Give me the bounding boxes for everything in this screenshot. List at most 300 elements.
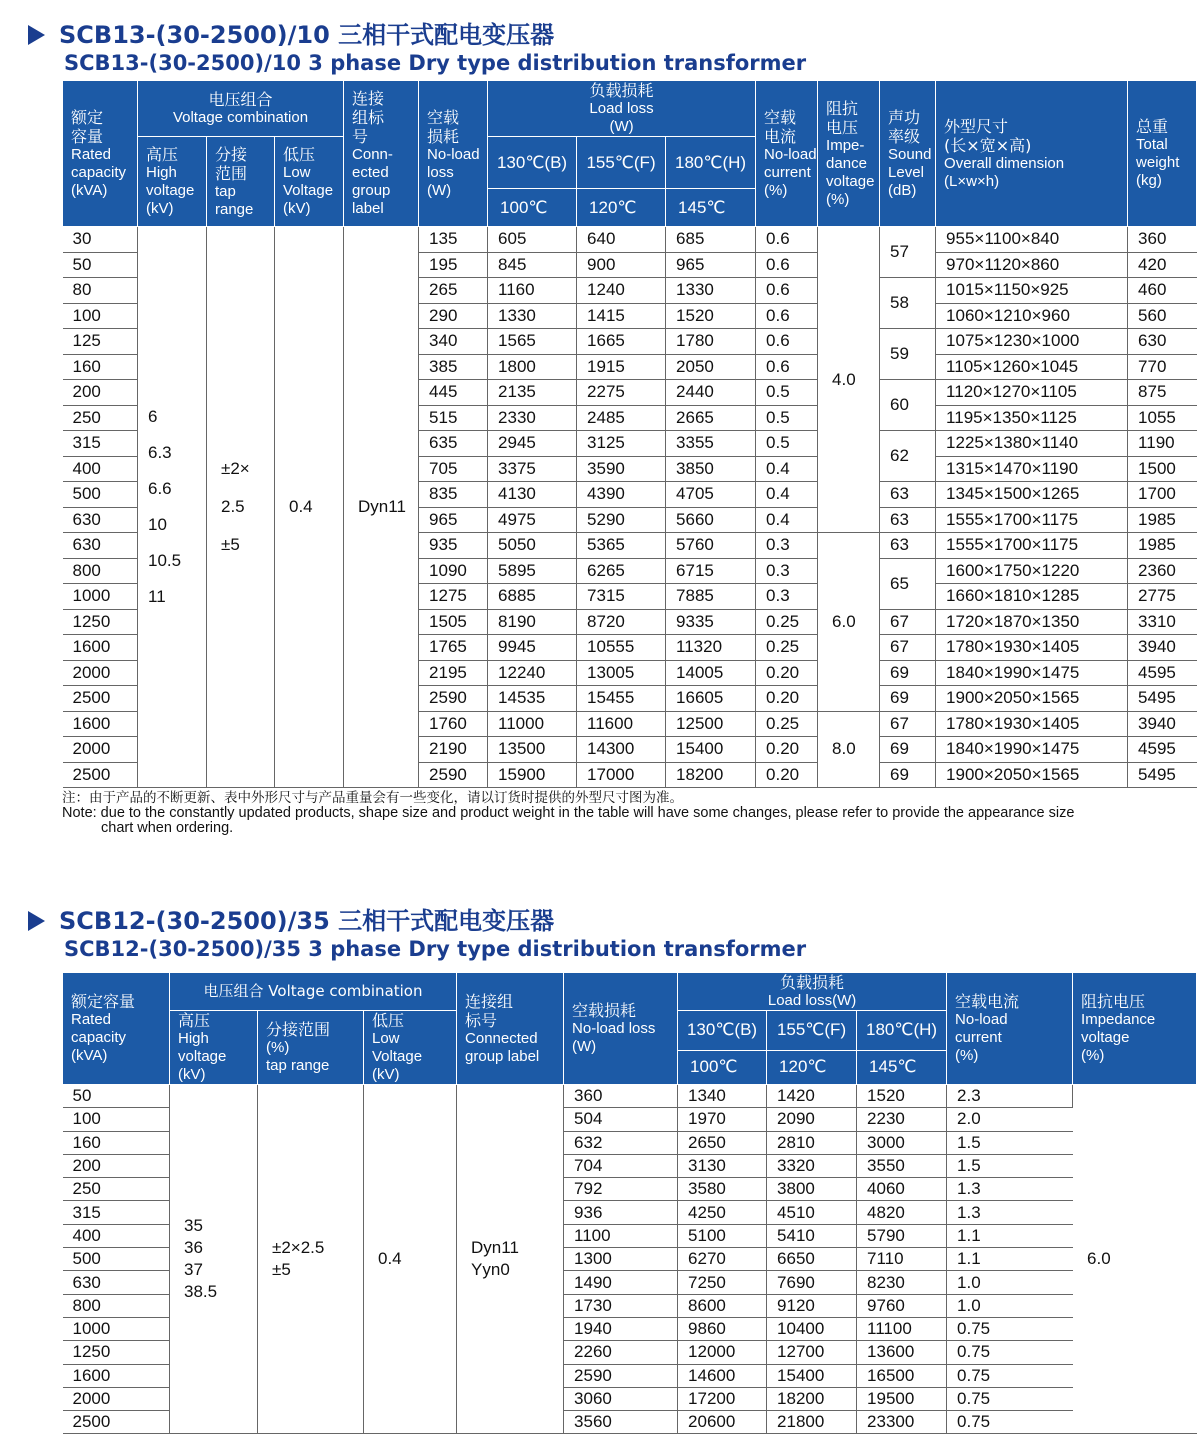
noload-current-cell: 0.75	[947, 1411, 1073, 1434]
header-line: 低压	[283, 145, 316, 164]
load-loss-130-cell: 5050	[488, 533, 577, 559]
sound-level-cell: 58	[880, 278, 936, 329]
header-line: 电流	[764, 126, 797, 146]
header2-temp-145: 145℃	[857, 1050, 947, 1084]
sound-level-cell: 67	[880, 609, 936, 635]
low-voltage-cell: 0.4	[364, 1085, 457, 1434]
header-line: (W)	[572, 1038, 597, 1055]
rated-capacity-cell: 160	[63, 1131, 170, 1154]
noload-loss-cell: 2590	[419, 686, 488, 712]
high-voltage-value: 10	[148, 515, 167, 534]
header-line: 额定容量	[71, 992, 136, 1011]
header-temp-180: 180℃(H)	[666, 137, 756, 189]
noload-current-cell: 0.20	[756, 660, 818, 686]
load-loss-180-cell: 1780	[666, 329, 756, 355]
load-loss-155-cell: 15400	[767, 1364, 857, 1387]
load-loss-180-cell: 1520	[857, 1085, 947, 1108]
sound-level-cell: 59	[880, 329, 936, 380]
load-loss-130-cell: 3375	[488, 456, 577, 482]
header-line: Load loss	[589, 100, 654, 117]
noload-current-cell: 2.0	[947, 1108, 1073, 1131]
rated-capacity-cell: 630	[63, 533, 138, 559]
noload-loss-cell: 2590	[419, 762, 488, 788]
rated-capacity-cell: 1600	[63, 711, 138, 737]
total-weight-cell: 770	[1128, 354, 1197, 380]
load-loss-155-cell: 7690	[767, 1271, 857, 1294]
rated-capacity-cell: 2000	[63, 1387, 170, 1410]
header-line: 容量	[71, 126, 104, 146]
low-voltage-cell: 0.4	[275, 227, 344, 788]
header-noload-loss	[419, 81, 488, 227]
noload-current-cell: 0.75	[947, 1341, 1073, 1364]
load-loss-180-cell: 3850	[666, 456, 756, 482]
sound-level-cell: 62	[880, 431, 936, 482]
noload-current-cell: 1.5	[947, 1131, 1073, 1154]
noload-loss-cell: 1940	[564, 1317, 678, 1340]
header-line: Conn-	[352, 146, 393, 163]
dimension-cell: 1660×1810×1285	[936, 584, 1128, 610]
noload-loss-cell: 1730	[564, 1294, 678, 1317]
rated-capacity-cell: 100	[63, 303, 138, 329]
header2-temp-100: 100℃	[678, 1050, 767, 1084]
connected-group-cell	[457, 1085, 564, 1434]
header-line: 高压	[178, 1011, 211, 1030]
header-line: current	[764, 163, 811, 181]
load-loss-130-cell: 12240	[488, 660, 577, 686]
dimension-cell: 1600×1750×1220	[936, 558, 1128, 584]
header-line: No-load	[764, 145, 817, 163]
sound-level-cell: 60	[880, 380, 936, 431]
header-temp-155: 155℃(F)	[577, 137, 666, 189]
total-weight-cell: 4595	[1128, 660, 1197, 686]
total-weight-cell: 1700	[1128, 482, 1197, 508]
load-loss-130-cell: 5100	[678, 1224, 767, 1247]
load-loss-155-cell: 1665	[577, 329, 666, 355]
sound-level-cell: 67	[880, 711, 936, 737]
header-line: (%)	[764, 181, 788, 199]
total-weight-cell: 460	[1128, 278, 1197, 304]
header-line: Low	[372, 1030, 400, 1047]
section1-note	[62, 791, 1192, 836]
load-loss-130-cell: 11000	[488, 711, 577, 737]
header2-low-voltage	[364, 1011, 457, 1085]
load-loss-155-cell: 10555	[577, 635, 666, 661]
noload-current-cell: 0.4	[756, 507, 818, 533]
scb12-table-body	[63, 1085, 1197, 1434]
high-voltage-value: 6.6	[148, 479, 172, 498]
note-en-continued: chart when ordering.	[101, 820, 234, 836]
load-loss-180-cell: 23300	[857, 1411, 947, 1434]
noload-current-cell: 0.6	[756, 329, 818, 355]
header-line: (%)	[955, 1047, 979, 1064]
load-loss-180-cell: 15400	[666, 737, 756, 763]
load-loss-155-cell: 18200	[767, 1387, 857, 1410]
high-voltage-value: 35	[184, 1216, 203, 1236]
dimension-cell: 1060×1210×960	[936, 303, 1128, 329]
load-loss-180-cell: 19500	[857, 1387, 947, 1410]
rated-capacity-cell: 2000	[63, 737, 138, 763]
load-loss-180-cell: 7110	[857, 1248, 947, 1271]
dimension-cell: 955×1100×840	[936, 227, 1128, 253]
note-cn: 注：由于产品的不断更新、表中外形尺寸与产品重量会有一些变化，请以订货时提供的外型尺寸图为准。	[62, 790, 683, 806]
load-loss-130-cell: 8190	[488, 609, 577, 635]
total-weight-cell: 560	[1128, 303, 1197, 329]
header-line: range	[215, 200, 254, 218]
noload-current-cell: 0.6	[756, 303, 818, 329]
noload-loss-cell: 290	[419, 303, 488, 329]
sound-level-cell: 67	[880, 635, 936, 661]
header2-temp-155: 155℃(F)	[767, 1011, 857, 1051]
noload-current-cell: 0.20	[756, 737, 818, 763]
load-loss-155-cell: 15455	[577, 686, 666, 712]
noload-current-cell: 0.6	[756, 354, 818, 380]
rated-capacity-cell: 630	[63, 507, 138, 533]
triangle-bullet-icon	[28, 911, 45, 931]
total-weight-cell: 1985	[1128, 533, 1197, 559]
noload-loss-cell: 2590	[564, 1364, 678, 1387]
dimension-cell: 1120×1270×1105	[936, 380, 1128, 406]
header-line: 总重	[1136, 117, 1169, 136]
header-line: current	[955, 1029, 1002, 1046]
load-loss-130-cell: 9860	[678, 1317, 767, 1340]
noload-current-cell: 0.6	[756, 227, 818, 253]
load-loss-130-cell: 1970	[678, 1108, 767, 1131]
header-line: 低压	[372, 1011, 405, 1030]
noload-current-cell: 0.25	[756, 609, 818, 635]
tap-range-value: ±5	[272, 1260, 291, 1280]
header-line: loss	[427, 163, 454, 181]
header2-temp-120: 120℃	[767, 1050, 857, 1084]
header-line: Voltage combination	[172, 109, 309, 126]
header-line: 负载损耗	[780, 973, 845, 992]
rated-capacity-cell: 1250	[63, 1341, 170, 1364]
rated-capacity-cell: 2500	[63, 686, 138, 712]
noload-loss-cell: 704	[564, 1154, 678, 1177]
load-loss-180-cell: 3550	[857, 1154, 947, 1177]
header-line: 空载电流	[955, 992, 1020, 1011]
load-loss-130-cell: 2330	[488, 405, 577, 431]
tap-range-cell	[207, 227, 275, 788]
header-line: (dB)	[888, 181, 917, 199]
header-line: 率级	[888, 126, 921, 146]
load-loss-155-cell: 17000	[577, 762, 666, 788]
header-line: Voltage	[283, 182, 334, 199]
dimension-cell: 1555×1700×1175	[936, 533, 1128, 559]
header-line: (kV)	[146, 200, 174, 217]
noload-loss-cell: 445	[419, 380, 488, 406]
noload-loss-cell: 515	[419, 405, 488, 431]
load-loss-155-cell: 2485	[577, 405, 666, 431]
noload-loss-cell: 965	[419, 507, 488, 533]
load-loss-155-cell: 900	[577, 252, 666, 278]
load-loss-130-cell: 7250	[678, 1271, 767, 1294]
load-loss-155-cell: 2275	[577, 380, 666, 406]
load-loss-180-cell: 9335	[666, 609, 756, 635]
dimension-cell: 1780×1930×1405	[936, 635, 1128, 661]
noload-loss-cell: 1275	[419, 584, 488, 610]
total-weight-cell: 5495	[1128, 686, 1197, 712]
header-line: voltage	[826, 172, 875, 190]
header2-tap-range	[258, 1011, 364, 1085]
header-rated-capacity	[63, 81, 138, 227]
load-loss-180-cell: 8230	[857, 1271, 947, 1294]
load-loss-155-cell: 5290	[577, 507, 666, 533]
load-loss-180-cell: 4820	[857, 1201, 947, 1224]
load-loss-130-cell: 4250	[678, 1201, 767, 1224]
header-sound-level	[880, 81, 936, 227]
noload-loss-cell: 3060	[564, 1387, 678, 1410]
noload-current-cell: 0.5	[756, 380, 818, 406]
table-row	[63, 227, 1197, 253]
header-line: 损耗	[427, 126, 460, 146]
noload-current-cell: 1.5	[947, 1154, 1073, 1177]
rated-capacity-cell: 200	[63, 1154, 170, 1177]
load-loss-155-cell: 10400	[767, 1317, 857, 1340]
rated-capacity-cell: 500	[63, 1248, 170, 1271]
rated-capacity-cell: 2500	[63, 762, 138, 788]
rated-capacity-cell: 50	[63, 1085, 170, 1108]
load-loss-180-cell: 5660	[666, 507, 756, 533]
connected-group-value: Dyn11	[471, 1238, 519, 1258]
load-loss-155-cell: 1420	[767, 1085, 857, 1108]
high-voltage-value: 10.5	[148, 551, 182, 570]
load-loss-130-cell: 3580	[678, 1178, 767, 1201]
noload-loss-cell: 1490	[564, 1271, 678, 1294]
noload-loss-cell: 705	[419, 456, 488, 482]
header-load-loss	[488, 81, 756, 137]
load-loss-130-cell: 6885	[488, 584, 577, 610]
header-line: 范围	[215, 163, 248, 183]
header-line: Sound	[888, 145, 932, 163]
load-loss-180-cell: 16605	[666, 686, 756, 712]
impedance-cell: 6.0	[818, 533, 880, 712]
load-loss-130-cell: 14535	[488, 686, 577, 712]
header-line: tap	[215, 182, 236, 200]
load-loss-180-cell: 3000	[857, 1131, 947, 1154]
section2-title-cn: SCB12-(30-2500)/35 三相干式配电变压器	[59, 907, 555, 935]
header-line: Total	[1136, 136, 1168, 153]
header-line: Low	[283, 164, 311, 181]
noload-loss-cell: 632	[564, 1131, 678, 1154]
dimension-cell: 1780×1930×1405	[936, 711, 1128, 737]
header-line: 阻抗	[826, 98, 859, 118]
load-loss-180-cell: 685	[666, 227, 756, 253]
header-overall-dimension	[936, 81, 1128, 227]
load-loss-130-cell: 17200	[678, 1387, 767, 1410]
dimension-cell: 1315×1470×1190	[936, 456, 1128, 482]
rated-capacity-cell: 2000	[63, 660, 138, 686]
load-loss-130-cell: 5895	[488, 558, 577, 584]
rated-capacity-cell: 125	[63, 329, 138, 355]
load-loss-180-cell: 2440	[666, 380, 756, 406]
load-loss-180-cell: 11320	[666, 635, 756, 661]
load-loss-130-cell: 9945	[488, 635, 577, 661]
dimension-cell: 1015×1150×925	[936, 278, 1128, 304]
load-loss-180-cell: 4705	[666, 482, 756, 508]
header-line: 阻抗电压	[1081, 992, 1146, 1011]
connected-group-value: Yyn0	[471, 1260, 510, 1280]
header-voltage-combination	[138, 81, 344, 137]
noload-loss-cell: 360	[564, 1085, 678, 1108]
load-loss-130-cell: 1330	[488, 303, 577, 329]
rated-capacity-cell: 400	[63, 1224, 170, 1247]
dimension-cell: 1900×2050×1565	[936, 762, 1128, 788]
noload-current-cell: 0.3	[756, 558, 818, 584]
rated-capacity-cell: 500	[63, 482, 138, 508]
header-line: No-load	[955, 1011, 1008, 1028]
noload-current-cell: 0.3	[756, 584, 818, 610]
header2-noload-current	[947, 973, 1073, 1085]
load-loss-180-cell: 2050	[666, 354, 756, 380]
header-line: 连接组	[465, 991, 514, 1011]
total-weight-cell: 2775	[1128, 584, 1197, 610]
header-impedance-voltage	[818, 81, 880, 227]
header-line: Rated	[71, 1011, 112, 1028]
load-loss-180-cell: 16500	[857, 1364, 947, 1387]
note-en: Note: due to the constantly updated products, shape size and product weight in the table will have some changes, please refer to provide the appearance size	[62, 805, 1075, 821]
noload-loss-cell: 1100	[564, 1224, 678, 1247]
load-loss-155-cell: 3800	[767, 1178, 857, 1201]
noload-current-cell: 0.75	[947, 1364, 1073, 1387]
total-weight-cell: 5495	[1128, 762, 1197, 788]
load-loss-130-cell: 2650	[678, 1131, 767, 1154]
header-temp-100: 100℃	[488, 189, 577, 227]
load-loss-180-cell: 5790	[857, 1224, 947, 1247]
noload-loss-cell: 2260	[564, 1341, 678, 1364]
header-line: (%)	[266, 1039, 290, 1056]
header-line: dance	[826, 154, 867, 172]
rated-capacity-cell: 2500	[63, 1411, 170, 1434]
noload-loss-cell: 1505	[419, 609, 488, 635]
noload-current-cell: 2.3	[947, 1085, 1073, 1108]
high-voltage-value: 6	[148, 407, 158, 426]
load-loss-180-cell: 2230	[857, 1108, 947, 1131]
total-weight-cell: 630	[1128, 329, 1197, 355]
noload-current-cell: 0.25	[756, 635, 818, 661]
load-loss-180-cell: 965	[666, 252, 756, 278]
scb12-spec-table	[62, 972, 1197, 1434]
header-line: 声功	[888, 107, 921, 127]
header-line: 负载损耗	[589, 81, 654, 100]
rated-capacity-cell: 1000	[63, 584, 138, 610]
noload-loss-cell: 195	[419, 252, 488, 278]
dimension-cell: 1720×1870×1350	[936, 609, 1128, 635]
load-loss-155-cell: 3320	[767, 1154, 857, 1177]
noload-current-cell: 0.20	[756, 762, 818, 788]
sound-level-cell: 63	[880, 533, 936, 559]
noload-loss-cell: 2190	[419, 737, 488, 763]
noload-current-cell: 0.6	[756, 252, 818, 278]
tap-range-value: ±2×2.5	[272, 1238, 325, 1258]
load-loss-180-cell: 9760	[857, 1294, 947, 1317]
noload-current-cell: 0.20	[756, 686, 818, 712]
load-loss-155-cell: 4510	[767, 1201, 857, 1224]
load-loss-130-cell: 845	[488, 252, 577, 278]
header2-noload-loss	[564, 973, 678, 1085]
dimension-cell: 1555×1700×1175	[936, 507, 1128, 533]
load-loss-155-cell: 5365	[577, 533, 666, 559]
header-temp-120: 120℃	[577, 189, 666, 227]
load-loss-130-cell: 13500	[488, 737, 577, 763]
load-loss-130-cell: 6270	[678, 1248, 767, 1271]
header2-temp-130: 130℃(B)	[678, 1011, 767, 1051]
noload-loss-cell: 504	[564, 1108, 678, 1131]
load-loss-155-cell: 21800	[767, 1411, 857, 1434]
header-line: (W)	[609, 118, 634, 135]
sound-level-cell: 69	[880, 686, 936, 712]
load-loss-180-cell: 2665	[666, 405, 756, 431]
header-line: (kg)	[1136, 172, 1162, 189]
noload-current-cell: 0.4	[756, 482, 818, 508]
header-low-voltage	[275, 137, 344, 227]
header-tap-range	[207, 137, 275, 227]
header-line: tap range	[266, 1057, 330, 1074]
header-line: 电压	[826, 117, 859, 137]
header2-temp-180: 180℃(H)	[857, 1011, 947, 1051]
rated-capacity-cell: 80	[63, 278, 138, 304]
total-weight-cell: 3940	[1128, 711, 1197, 737]
header-line: (L×w×h)	[944, 172, 1000, 190]
noload-current-cell: 1.1	[947, 1248, 1073, 1271]
header-line: Voltage	[372, 1048, 423, 1065]
total-weight-cell: 4595	[1128, 737, 1197, 763]
header-total-weight	[1128, 81, 1197, 227]
header-line: label	[352, 200, 384, 217]
header-line: 额定	[71, 107, 104, 127]
total-weight-cell: 1190	[1128, 431, 1197, 457]
total-weight-cell: 2360	[1128, 558, 1197, 584]
noload-loss-cell: 936	[564, 1201, 678, 1224]
rated-capacity-cell: 50	[63, 252, 138, 278]
load-loss-130-cell: 605	[488, 227, 577, 253]
impedance-cell: 8.0	[818, 711, 880, 788]
dimension-cell: 1225×1380×1140	[936, 431, 1128, 457]
high-voltage-value: 36	[184, 1238, 203, 1258]
load-loss-130-cell: 2945	[488, 431, 577, 457]
load-loss-180-cell: 14005	[666, 660, 756, 686]
tap-range-cell	[258, 1085, 364, 1434]
header-line: ected	[352, 164, 389, 181]
noload-current-cell: 1.0	[947, 1271, 1073, 1294]
high-voltage-cell	[138, 227, 207, 788]
load-loss-155-cell: 5410	[767, 1224, 857, 1247]
total-weight-cell: 3310	[1128, 609, 1197, 635]
scb13-spec-table	[62, 80, 1197, 788]
header-line: (kVA)	[71, 181, 108, 199]
load-loss-130-cell: 1565	[488, 329, 577, 355]
load-loss-155-cell: 7315	[577, 584, 666, 610]
load-loss-130-cell: 12000	[678, 1341, 767, 1364]
load-loss-130-cell: 3130	[678, 1154, 767, 1177]
header-line: (kV)	[283, 200, 311, 217]
sound-level-cell: 69	[880, 660, 936, 686]
header-line: 空载	[764, 107, 797, 127]
rated-capacity-cell: 630	[63, 1271, 170, 1294]
load-loss-155-cell: 1240	[577, 278, 666, 304]
load-loss-180-cell: 13600	[857, 1341, 947, 1364]
header-line: Load loss(W)	[767, 992, 857, 1009]
header-line: capacity	[71, 1029, 127, 1046]
header-line: voltage	[178, 1048, 227, 1065]
noload-current-cell: 1.1	[947, 1224, 1073, 1247]
load-loss-155-cell: 2090	[767, 1108, 857, 1131]
impedance-cell: 6.0	[1073, 1085, 1197, 1434]
noload-loss-cell: 835	[419, 482, 488, 508]
noload-current-cell: 0.75	[947, 1317, 1073, 1340]
total-weight-cell: 875	[1128, 380, 1197, 406]
header-line: weight	[1136, 154, 1180, 171]
header-line: 外型尺寸	[944, 116, 1009, 136]
